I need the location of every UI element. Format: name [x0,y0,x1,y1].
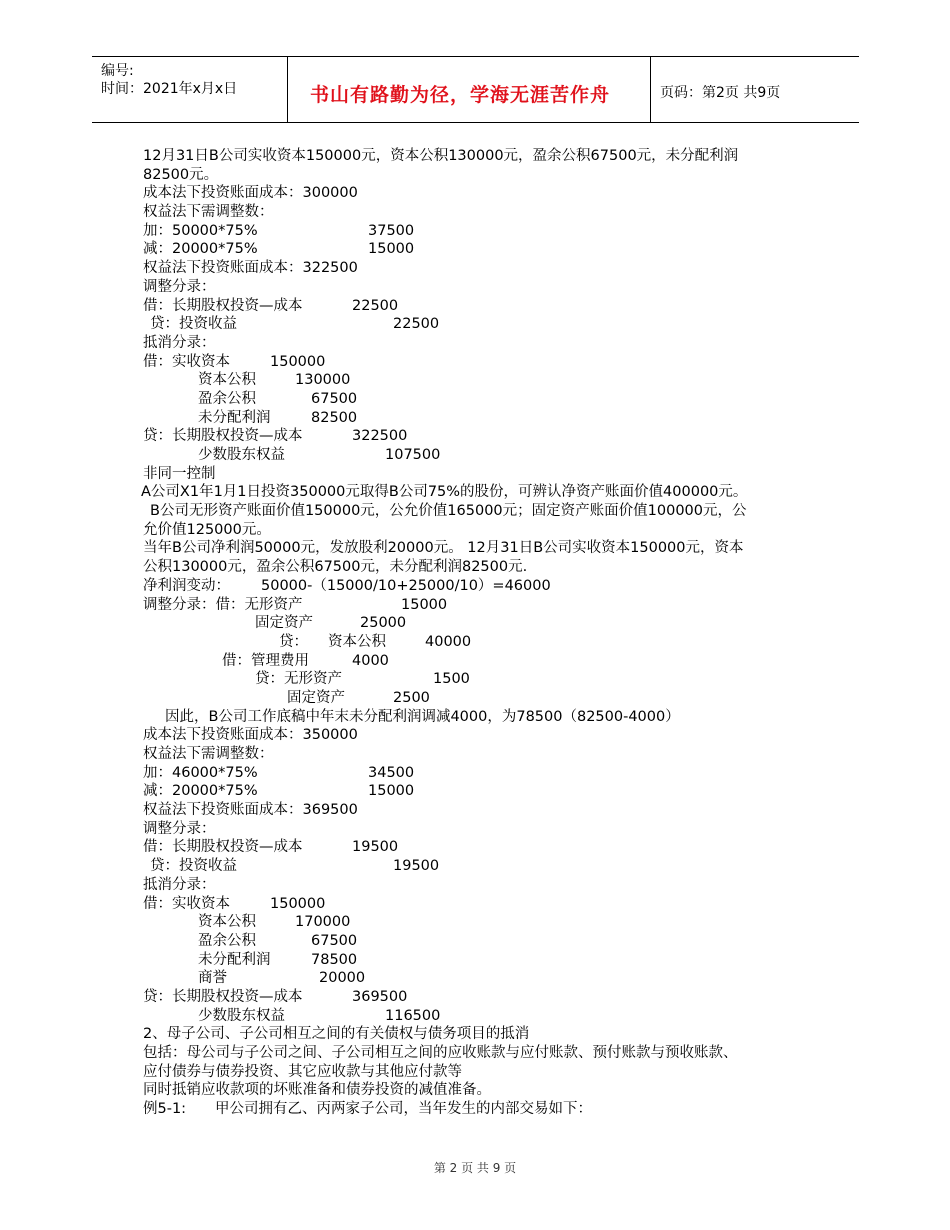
page-footer: 第 2 页 共 9 页 [433,1161,517,1175]
text: 未分配利润 [198,951,271,968]
entry-line [143,390,833,409]
text: 贷：长期股权投资—成本 [143,428,303,445]
text: 盈余公积 [198,390,256,407]
entry-line [143,764,833,783]
entry-line [143,240,833,259]
text: 固定资产 [255,615,313,632]
text: 抵消分录： [143,876,216,893]
text: 少数股东权益 [198,1007,285,1024]
text: 资本公积 [328,633,386,650]
entry-line [143,427,833,446]
entry-line [143,895,833,914]
text-line [143,259,833,278]
entry-line [143,670,833,689]
header-divider-left [287,57,288,122]
text: 调整分录： [143,278,216,295]
text: 借：长期股权投资—成本 [143,839,303,856]
text: 资本公积 [198,914,256,931]
text-line [143,147,833,166]
entry-line [143,596,833,615]
text: 商誉 [198,970,227,987]
amount: 150000 [270,353,326,370]
amount: 19500 [352,839,399,856]
text-line [143,278,833,297]
text-line [143,1044,833,1063]
text: 权益法下投资账面成本：322500 [143,260,358,277]
entry-line [143,371,833,390]
entry-line [143,315,833,334]
entry-line [143,932,833,951]
entry-line [143,353,833,372]
text-line [143,708,833,727]
text-line [143,1081,833,1100]
amount: 67500 [311,932,358,949]
text: 权益法下需调整数： [143,204,274,221]
text: 应付债券与债券投资、其它应收款与其他应付款等 [143,1063,462,1080]
text: 当年B公司净利润50000元，发放股利20000元。 12月31日B公司实收资本150000元，资本 [143,540,744,557]
amount: 322500 [352,428,408,445]
text: 借：实收资本 [143,353,230,370]
text: 少数股东权益 [198,447,285,463]
entry-line [143,689,833,708]
text: 权益法下投资账面成本：369500 [143,802,358,819]
text: 成本法下投资账面成本：300000 [143,185,358,202]
entry-line [143,857,833,876]
header-bottom-rule [92,122,859,123]
entry-line [143,782,833,801]
amount: 369500 [352,988,408,1005]
text-line [143,1025,833,1044]
text: 50000-（15000/10+25000/10）=46000 [261,577,551,594]
text: 借：管理费用 [222,652,309,669]
text-line [143,539,833,558]
text: 调整分录：借：无形资产 [143,596,303,613]
text-line [143,483,833,502]
motto: 书山有路勤为径，学海无涯苦作舟 [310,84,611,106]
time-label: 时间：2021年x月x日 [101,81,238,97]
entry-line [143,409,833,428]
text: 甲公司拥有乙、丙两家子公司，当年发生的内部交易如下： [215,1101,592,1118]
amount: 34500 [368,764,415,781]
text: B公司无形资产账面价值150000元，公允价值165000元；固定资产账面价值100000元，公 [150,503,747,520]
text-line [143,745,833,764]
text: 贷：长期股权投资—成本 [143,988,303,1005]
entry-line [143,633,833,652]
amount: 116500 [385,1007,441,1024]
text: 2、母子公司、子公司相互之间的有关债权与债务项目的抵消 [143,1026,530,1043]
text: 未分配利润 [198,409,271,426]
text-line [143,820,833,839]
text: 12月31日B公司实收资本150000元，资本公积130000元，盈余公积67500元，未分配利润 [143,148,739,164]
document-body [143,147,833,1119]
entry-line [143,446,833,465]
text: 例5-1: [143,1101,187,1118]
text: 调整分录： [143,820,216,837]
amount: 22500 [352,297,399,314]
text-line [143,465,833,484]
amount: 15000 [368,241,415,258]
amount: 67500 [311,390,358,407]
amount: 170000 [295,914,351,931]
text: 允价值125000元。 [143,521,271,538]
text: 因此，B公司工作底稿中年末未分配利润调减4000，为78500（82500-4000） [165,708,680,725]
amount: 40000 [425,633,472,650]
amount: 37500 [368,222,415,239]
text: 净利润变动： [143,577,230,594]
text: 加：46000*75% [143,764,258,781]
text: 借：实收资本 [143,895,230,912]
text: 资本公积 [198,372,256,389]
text: 贷：投资收益 [150,316,237,333]
amount: 107500 [385,447,441,463]
amount: 15000 [368,783,415,800]
text-line [143,502,833,521]
entry-line [143,222,833,241]
text: 包括：母公司与子公司之间、子公司相互之间的应收账款与应付账款、预付账款与预收账款、 [143,1045,738,1061]
amount: 22500 [393,316,440,333]
entry-line [143,614,833,633]
text: 同时抵销应收款项的坏账准备和债券投资的减值准备。 [143,1082,491,1099]
entry-line [143,988,833,1007]
text: 盈余公积 [198,932,256,949]
text: A公司X1年1月1日投资350000元取得B公司75%的股份，可辨认净资产账面价值400000元。 [141,484,748,501]
amount: 25000 [360,615,407,632]
text: 非同一控制 [143,465,216,482]
amount: 15000 [401,596,448,613]
text: 82500元。 [143,166,219,183]
header-top-rule [92,56,859,57]
entry-line [143,652,833,671]
text-line [143,521,833,540]
amount: 150000 [270,895,326,912]
entry-line [143,297,833,316]
text-line [143,166,833,185]
page-info: 页码：第2页 共9页 [660,85,781,101]
text: 贷： [279,633,308,650]
text: 权益法下需调整数： [143,746,274,762]
text-line [143,334,833,353]
entry-line [143,1007,833,1026]
amount: 2500 [393,689,430,706]
text: 贷：无形资产 [255,671,342,688]
text-line [143,558,833,577]
text-line [143,184,833,203]
text-line [143,801,833,820]
text: 减：20000*75% [143,241,258,258]
text: 减：20000*75% [143,783,258,800]
entry-line [143,969,833,988]
text: 公积130000元，盈余公积67500元，未分配利润82500元. [143,559,528,576]
text-line [143,876,833,895]
amount: 4000 [352,652,389,669]
text-line [143,1063,833,1082]
amount: 20000 [319,970,366,987]
text: 贷：投资收益 [150,858,237,875]
text-line [143,577,833,596]
text-line [143,726,833,745]
amount: 78500 [311,951,358,968]
text: 成本法下投资账面成本：350000 [143,727,358,744]
text-line [143,1100,833,1119]
amount: 82500 [311,409,358,426]
amount: 1500 [433,671,470,688]
text: 固定资产 [287,689,345,706]
amount: 19500 [393,858,440,875]
text: 加：50000*75% [143,222,258,239]
entry-line [143,913,833,932]
text: 抵消分录： [143,334,216,351]
header-divider-right [650,57,651,122]
text: 借：长期股权投资—成本 [143,297,303,314]
text-line [143,203,833,222]
serial-label: 编号: [101,63,134,79]
entry-line [143,838,833,857]
entry-line [143,951,833,970]
amount: 130000 [295,372,351,389]
